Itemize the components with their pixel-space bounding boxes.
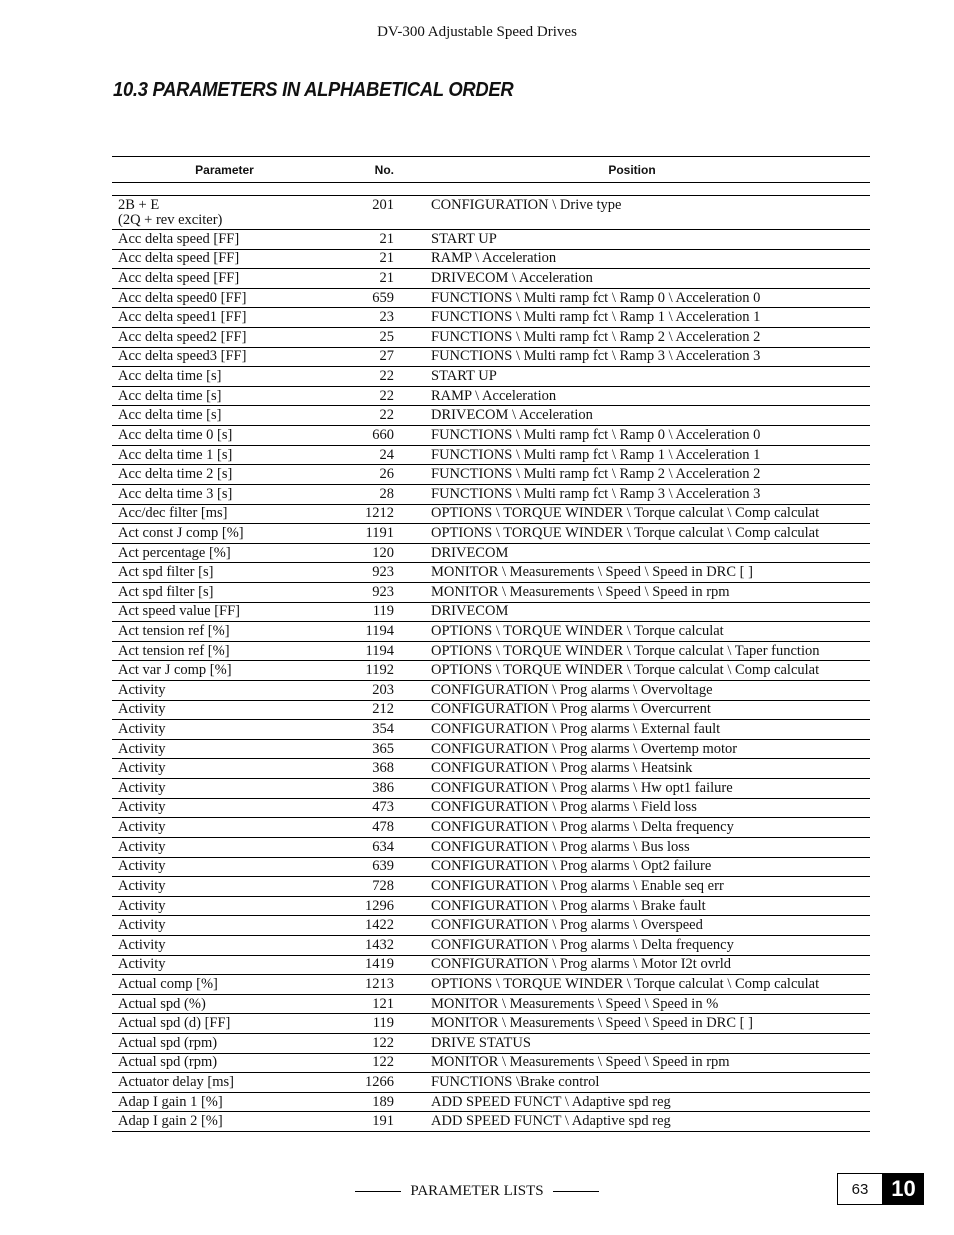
cell-no: 189 bbox=[372, 1093, 394, 1110]
table-row bbox=[112, 426, 870, 446]
cell-parameter: Actual comp [%] bbox=[118, 975, 218, 992]
cell-parameter: Acc delta speed [FF] bbox=[118, 270, 240, 287]
cell-position: ADD SPEED FUNCT \ Adaptive spd reg bbox=[431, 1094, 671, 1110]
table-row bbox=[112, 269, 870, 289]
cell-position: OPTIONS \ TORQUE WINDER \ Torque calculat \ Taper function bbox=[431, 643, 820, 659]
column-header-parameter: Parameter bbox=[195, 162, 254, 177]
cell-parameter: Acc delta time 3 [s] bbox=[118, 485, 233, 502]
cell-parameter: Actual spd (rpm) bbox=[118, 1034, 218, 1051]
cell-position: MONITOR \ Measurements \ Speed \ Speed in rpm bbox=[431, 584, 730, 600]
cell-parameter: Act speed value [FF] bbox=[118, 603, 241, 620]
cell-parameter: Act var J comp [%] bbox=[118, 662, 232, 679]
cell-parameter: Activity bbox=[118, 917, 166, 934]
cell-position: OPTIONS \ TORQUE WINDER \ Torque calculat \ Comp calculat bbox=[431, 663, 820, 679]
table-row bbox=[112, 916, 870, 936]
cell-no: 203 bbox=[372, 681, 394, 698]
cell-no: 1419 bbox=[365, 956, 394, 973]
cell-position: CONFIGURATION \ Prog alarms \ Opt2 failure bbox=[431, 859, 712, 875]
table-header bbox=[112, 156, 870, 183]
table-row bbox=[112, 1112, 870, 1132]
cell-position: CONFIGURATION \ Prog alarms \ Delta frequency bbox=[431, 937, 734, 953]
cell-no: 1422 bbox=[365, 917, 394, 934]
cell-no: 386 bbox=[372, 779, 394, 796]
cell-parameter: Acc delta time 0 [s] bbox=[118, 426, 233, 443]
cell-position: FUNCTIONS \ Multi ramp fct \ Ramp 1 \ Acceleration 1 bbox=[431, 310, 761, 326]
cell-position: FUNCTIONS \ Multi ramp fct \ Ramp 2 \ Acceleration 2 bbox=[431, 467, 761, 483]
footer-label: PARAMETER LISTS bbox=[410, 1183, 544, 1199]
cell-no: 212 bbox=[372, 701, 394, 718]
cell-parameter: Acc/dec filter [ms] bbox=[118, 505, 228, 522]
cell-no: 122 bbox=[372, 1034, 394, 1051]
cell-no: 473 bbox=[372, 799, 394, 816]
footer bbox=[0, 1183, 954, 1200]
cell-parameter: Acc delta speed0 [FF] bbox=[118, 289, 247, 306]
table-body bbox=[112, 196, 870, 1132]
table-row bbox=[112, 289, 870, 309]
cell-no: 120 bbox=[372, 544, 394, 561]
table-row bbox=[112, 563, 870, 583]
cell-parameter: Activity bbox=[118, 799, 166, 816]
cell-parameter: Activity bbox=[118, 936, 166, 953]
cell-no: 1213 bbox=[365, 975, 394, 992]
cell-position: CONFIGURATION \ Prog alarms \ Heatsink bbox=[431, 761, 693, 777]
cell-position: DRIVE STATUS bbox=[431, 1035, 531, 1051]
cell-parameter: Adap I gain 1 [%] bbox=[118, 1093, 223, 1110]
cell-position: DRIVECOM bbox=[431, 604, 509, 620]
cell-no: 122 bbox=[372, 1054, 394, 1071]
table-row bbox=[112, 681, 870, 701]
cell-parameter: Acc delta time 2 [s] bbox=[118, 466, 233, 483]
cell-position: MONITOR \ Measurements \ Speed \ Speed in % bbox=[431, 996, 719, 1012]
table-row bbox=[112, 1014, 870, 1034]
table-row bbox=[112, 603, 870, 623]
cell-parameter: Activity bbox=[118, 858, 166, 875]
table-row bbox=[112, 877, 870, 897]
cell-parameter: Activity bbox=[118, 721, 166, 738]
table-row bbox=[112, 465, 870, 485]
footer-rule-right bbox=[553, 1191, 599, 1192]
cell-position: CONFIGURATION \ Prog alarms \ Delta frequency bbox=[431, 820, 734, 836]
cell-position: DRIVECOM \ Acceleration bbox=[431, 271, 593, 287]
cell-parameter: Actuator delay [ms] bbox=[118, 1074, 234, 1090]
cell-parameter: Acc delta speed [FF] bbox=[118, 230, 240, 247]
cell-position: CONFIGURATION \ Prog alarms \ Bus loss bbox=[431, 839, 690, 855]
cell-no: 365 bbox=[372, 740, 394, 757]
cell-position: FUNCTIONS \ Multi ramp fct \ Ramp 1 \ Acceleration 1 bbox=[431, 447, 761, 463]
column-header-position: Position bbox=[608, 162, 656, 177]
table-row bbox=[112, 505, 870, 525]
cell-no: 25 bbox=[379, 328, 394, 345]
cell-position: FUNCTIONS \ Multi ramp fct \ Ramp 3 \ Acceleration 3 bbox=[431, 349, 761, 365]
cell-no: 634 bbox=[372, 838, 394, 855]
cell-no: 119 bbox=[372, 603, 394, 620]
table-row bbox=[112, 642, 870, 662]
table-row bbox=[112, 1054, 870, 1074]
cell-position: CONFIGURATION \ Prog alarms \ Hw opt1 failure bbox=[431, 780, 733, 796]
header-spacer bbox=[112, 183, 870, 196]
cell-parameter: Act spd filter [s] bbox=[118, 583, 214, 600]
table-row bbox=[112, 701, 870, 721]
cell-parameter: Activity bbox=[118, 897, 166, 914]
cell-position: MONITOR \ Measurements \ Speed \ Speed in rpm bbox=[431, 1055, 730, 1071]
cell-parameter: Activity bbox=[118, 740, 166, 757]
cell-no: 21 bbox=[379, 270, 394, 287]
table-row bbox=[112, 485, 870, 505]
cell-no: 27 bbox=[379, 348, 394, 365]
table-row bbox=[112, 622, 870, 642]
cell-parameter: Activity bbox=[118, 877, 166, 894]
cell-parameter: Acc delta speed2 [FF] bbox=[118, 328, 247, 345]
cell-position: CONFIGURATION \ Prog alarms \ Enable seq err bbox=[431, 878, 724, 894]
cell-parameter: Actual spd (d) [FF] bbox=[118, 1015, 231, 1032]
cell-position: START UP bbox=[431, 369, 497, 385]
cell-no: 659 bbox=[372, 289, 394, 306]
cell-no: 1191 bbox=[365, 524, 394, 541]
table-row bbox=[112, 995, 870, 1015]
cell-parameter: Activity bbox=[118, 819, 166, 836]
cell-no: 1194 bbox=[365, 622, 394, 639]
table-row bbox=[112, 544, 870, 564]
cell-position: CONFIGURATION \ Prog alarms \ Overtemp motor bbox=[431, 741, 738, 757]
cell-parameter: Acc delta time [s] bbox=[118, 387, 222, 404]
cell-no: 1296 bbox=[365, 897, 394, 914]
chapter-tab: 10 bbox=[883, 1173, 924, 1205]
cell-no: 1192 bbox=[365, 662, 394, 679]
cell-no: 201 bbox=[372, 197, 394, 213]
table-row bbox=[112, 897, 870, 917]
cell-position: CONFIGURATION \ Prog alarms \ Field loss bbox=[431, 800, 697, 816]
cell-no: 191 bbox=[372, 1113, 394, 1130]
table-row bbox=[112, 740, 870, 760]
cell-no: 22 bbox=[379, 387, 394, 404]
cell-parameter: Activity bbox=[118, 701, 166, 718]
cell-no: 21 bbox=[379, 250, 394, 267]
table-row bbox=[112, 838, 870, 858]
cell-position: ADD SPEED FUNCT \ Adaptive spd reg bbox=[431, 1114, 671, 1130]
table-row bbox=[112, 348, 870, 368]
table-row bbox=[112, 661, 870, 681]
cell-no: 1432 bbox=[365, 936, 394, 953]
table-row bbox=[112, 936, 870, 956]
cell-parameter: Act tension ref [%] bbox=[118, 642, 230, 659]
cell-parameter: Actual spd (rpm) bbox=[118, 1054, 218, 1071]
table-row bbox=[112, 387, 870, 407]
cell-no: 24 bbox=[379, 446, 394, 463]
cell-position: CONFIGURATION \ Prog alarms \ Overvoltage bbox=[431, 682, 713, 698]
cell-parameter: Act const J comp [%] bbox=[118, 524, 244, 541]
table-row bbox=[112, 196, 870, 230]
table-row bbox=[112, 250, 870, 270]
cell-position: DRIVECOM \ Acceleration bbox=[431, 408, 593, 424]
cell-position: RAMP \ Acceleration bbox=[431, 388, 557, 404]
cell-no: 22 bbox=[379, 368, 394, 385]
cell-no: 354 bbox=[372, 721, 394, 738]
cell-no: 1212 bbox=[365, 505, 394, 522]
parameter-table bbox=[112, 156, 870, 1132]
cell-parameter: Actual spd (%) bbox=[118, 995, 206, 1012]
cell-no: 368 bbox=[372, 760, 394, 777]
cell-position: FUNCTIONS \ Multi ramp fct \ Ramp 0 \ Acceleration 0 bbox=[431, 290, 761, 306]
cell-no: 23 bbox=[379, 309, 394, 326]
table-row bbox=[112, 779, 870, 799]
section-title: 10.3 PARAMETERS IN ALPHABETICAL ORDER bbox=[113, 79, 514, 101]
cell-position: CONFIGURATION \ Prog alarms \ Motor I2t ovrld bbox=[431, 957, 732, 973]
running-head: DV-300 Adjustable Speed Drives bbox=[377, 24, 577, 40]
cell-parameter: Acc delta time [s] bbox=[118, 407, 222, 424]
table-row bbox=[112, 308, 870, 328]
cell-position: OPTIONS \ TORQUE WINDER \ Torque calculat \ Comp calculat bbox=[431, 525, 820, 541]
cell-parameter: Act spd filter [s] bbox=[118, 564, 214, 581]
cell-position: FUNCTIONS \ Multi ramp fct \ Ramp 0 \ Acceleration 0 bbox=[431, 427, 761, 443]
cell-position: OPTIONS \ TORQUE WINDER \ Torque calculat \ Comp calculat bbox=[431, 976, 820, 992]
page-number: 63 bbox=[837, 1173, 883, 1205]
table-row bbox=[112, 367, 870, 387]
cell-position: CONFIGURATION \ Drive type bbox=[431, 198, 622, 213]
cell-no: 21 bbox=[379, 230, 394, 247]
cell-no: 923 bbox=[372, 564, 394, 581]
cell-position: MONITOR \ Measurements \ Speed \ Speed in DRC [ ] bbox=[431, 1016, 753, 1032]
cell-no: 1194 bbox=[365, 642, 394, 659]
cell-parameter: Acc delta speed1 [FF] bbox=[118, 309, 247, 326]
cell-position: MONITOR \ Measurements \ Speed \ Speed in DRC [ ] bbox=[431, 565, 753, 581]
column-header-no: No. bbox=[374, 162, 394, 177]
cell-parameter: Acc delta time 1 [s] bbox=[118, 446, 233, 463]
cell-position: CONFIGURATION \ Prog alarms \ Overcurrent bbox=[431, 702, 711, 718]
cell-no: 121 bbox=[372, 995, 394, 1012]
table-row bbox=[112, 975, 870, 995]
table-row bbox=[112, 524, 870, 544]
cell-parameter: 2B + E (2Q + rev exciter) bbox=[118, 197, 223, 228]
cell-parameter: Activity bbox=[118, 760, 166, 777]
cell-no: 1266 bbox=[365, 1074, 394, 1090]
table-row bbox=[112, 1034, 870, 1054]
cell-no: 923 bbox=[372, 583, 394, 600]
cell-parameter: Act tension ref [%] bbox=[118, 622, 230, 639]
cell-parameter: Activity bbox=[118, 956, 166, 973]
footer-rule-left bbox=[355, 1191, 401, 1192]
cell-position: CONFIGURATION \ Prog alarms \ Brake fault bbox=[431, 898, 706, 914]
table-row bbox=[112, 818, 870, 838]
cell-position: FUNCTIONS \ Multi ramp fct \ Ramp 2 \ Acceleration 2 bbox=[431, 329, 761, 345]
cell-position: OPTIONS \ TORQUE WINDER \ Torque calculat \ Comp calculat bbox=[431, 506, 820, 522]
cell-no: 22 bbox=[379, 407, 394, 424]
table-row bbox=[112, 583, 870, 603]
cell-position: RAMP \ Acceleration bbox=[431, 251, 557, 267]
table-row bbox=[112, 328, 870, 348]
cell-parameter: Acc delta speed3 [FF] bbox=[118, 348, 247, 365]
cell-position: CONFIGURATION \ Prog alarms \ External fault bbox=[431, 722, 721, 738]
cell-position: START UP bbox=[431, 231, 497, 247]
table-row bbox=[112, 759, 870, 779]
table-row bbox=[112, 230, 870, 250]
table-row bbox=[112, 1073, 870, 1093]
cell-no: 728 bbox=[372, 877, 394, 894]
cell-no: 478 bbox=[372, 819, 394, 836]
cell-no: 639 bbox=[372, 858, 394, 875]
table-row bbox=[112, 858, 870, 878]
table-row bbox=[112, 720, 870, 740]
cell-position: FUNCTIONS \ Multi ramp fct \ Ramp 3 \ Acceleration 3 bbox=[431, 486, 761, 502]
cell-parameter: Acc delta speed [FF] bbox=[118, 250, 240, 267]
table-row bbox=[112, 1093, 870, 1113]
table-row bbox=[112, 406, 870, 426]
table-row bbox=[112, 956, 870, 976]
table-row bbox=[112, 446, 870, 466]
cell-parameter: Acc delta time [s] bbox=[118, 368, 222, 385]
cell-position: FUNCTIONS \Brake control bbox=[431, 1075, 600, 1090]
cell-no: 26 bbox=[379, 466, 394, 483]
cell-position: OPTIONS \ TORQUE WINDER \ Torque calculat bbox=[431, 623, 724, 639]
cell-parameter: Act percentage [%] bbox=[118, 544, 231, 561]
cell-parameter: Adap I gain 2 [%] bbox=[118, 1113, 223, 1130]
cell-no: 660 bbox=[372, 426, 394, 443]
cell-parameter: Activity bbox=[118, 838, 166, 855]
cell-no: 119 bbox=[372, 1015, 394, 1032]
cell-position: CONFIGURATION \ Prog alarms \ Overspeed bbox=[431, 918, 703, 934]
cell-position: DRIVECOM bbox=[431, 545, 509, 561]
cell-parameter: Activity bbox=[118, 681, 166, 698]
cell-parameter: Activity bbox=[118, 779, 166, 796]
table-row bbox=[112, 799, 870, 819]
cell-no: 28 bbox=[379, 485, 394, 502]
